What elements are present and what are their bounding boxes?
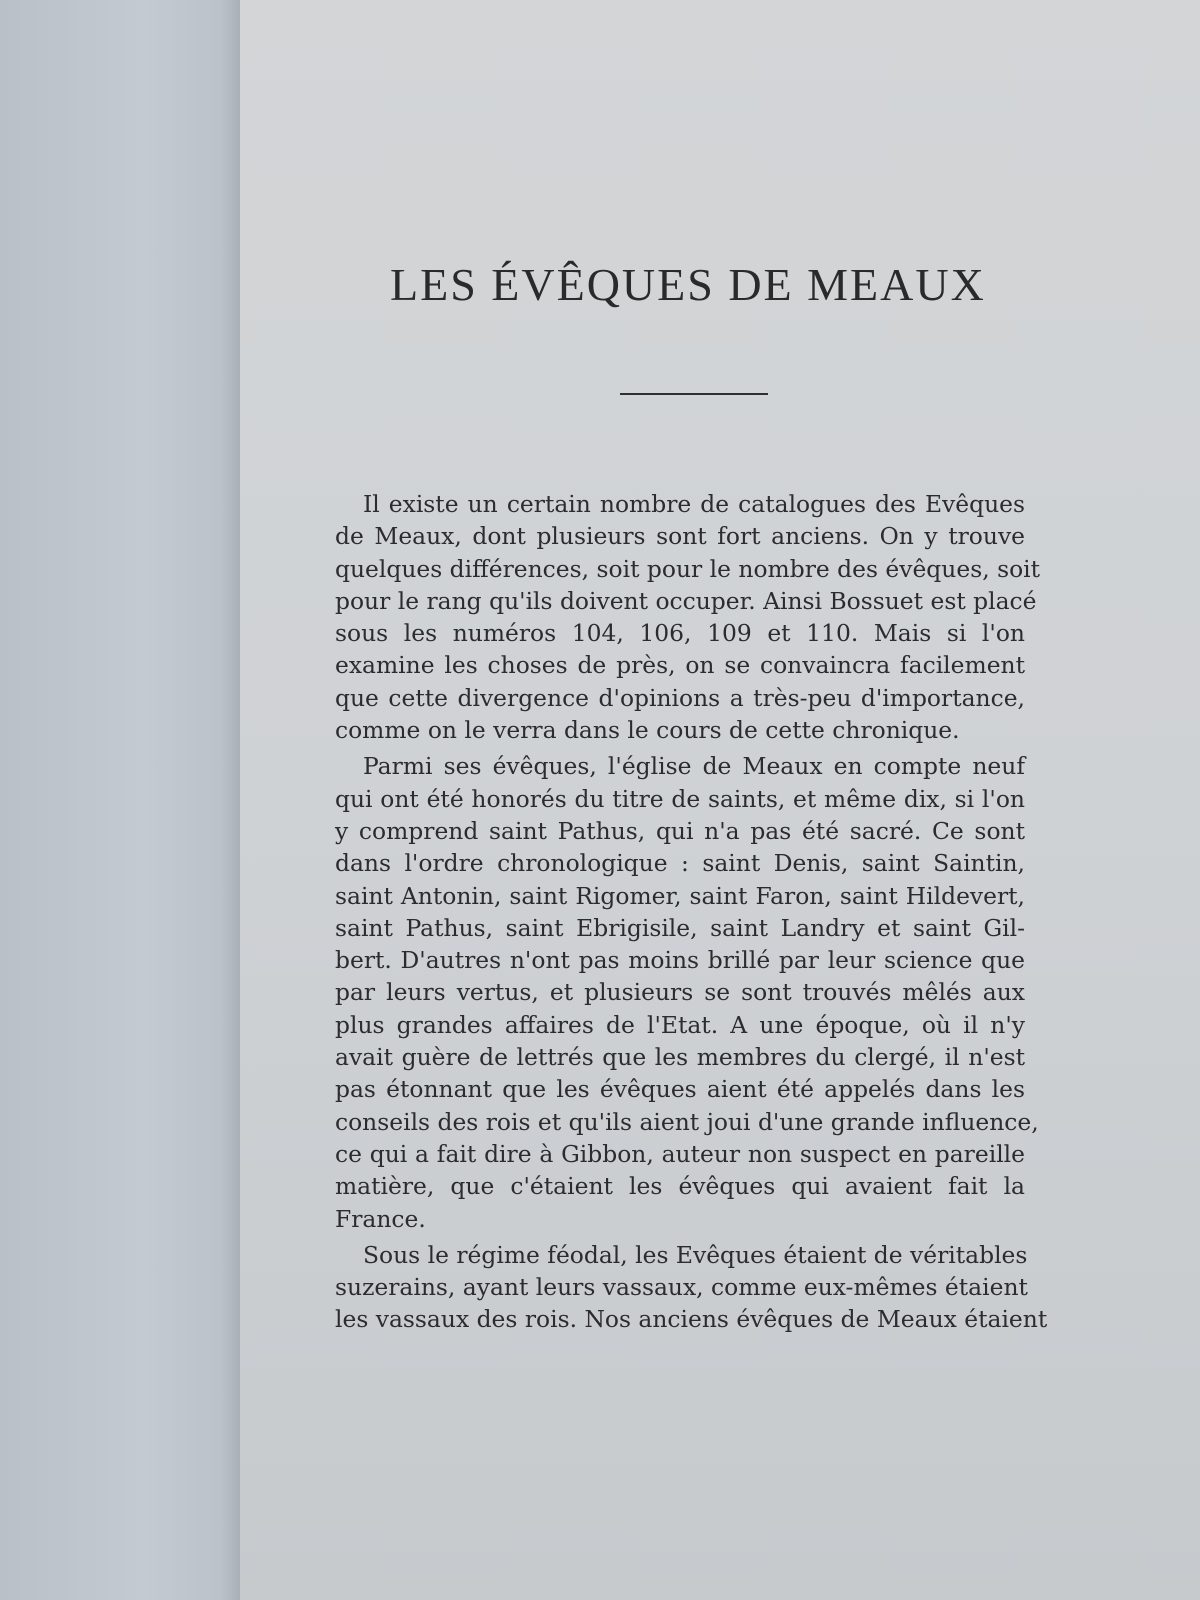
text-line: examine les choses de près, on se convaincra facilement (335, 651, 1025, 680)
text-line: France. (335, 1204, 426, 1233)
text-line: sous les numéros 104, 106, 109 et 110. Mais si l'on (335, 619, 1025, 648)
text-line: Sous le régime féodal, les Evêques étaient de véritables (363, 1240, 1028, 1269)
paragraph (335, 488, 1041, 746)
paragraph (335, 1239, 1048, 1336)
text-line: saint Pathus, saint Ebrigisile, saint Landry et saint Gil- (335, 913, 1025, 942)
text-line: pas étonnant que les évêques aient été appelés dans les (335, 1075, 1025, 1104)
text-line: suzerains, ayant leurs vassaux, comme eux-mêmes étaient (335, 1273, 1028, 1302)
text-line: par leurs vertus, et plusieurs se sont trouvés mêlés aux (335, 978, 1025, 1007)
text-line: ce qui a fait dire à Gibbon, auteur non suspect en pareille (335, 1139, 1025, 1168)
text-line: avait guère de lettrés que les membres du clergé, il n'est (335, 1043, 1025, 1072)
text-line: Il existe un certain nombre de catalogues des Evêques (363, 490, 1025, 518)
paragraph (335, 750, 1039, 1234)
text-line: saint Antonin, saint Rigomer, saint Faron, saint Hildevert, (335, 881, 1025, 910)
text-line: conseils des rois et qu'ils aient joui d'une grande influence, (335, 1107, 1039, 1136)
text-line: de Meaux, dont plusieurs sont fort anciens. On y trouve (335, 522, 1025, 551)
title-rule (620, 393, 768, 395)
text-line: matière, que c'étaient les évêques qui avaient fait la (335, 1172, 1025, 1201)
text-line: comme on le verra dans le cours de cette chronique. (335, 716, 960, 745)
text-line: bert. D'autres n'ont pas moins brillé par leur science que (335, 946, 1025, 975)
text-line: les vassaux des rois. Nos anciens évêques de Meaux étaient (335, 1305, 1048, 1334)
text-line: que cette divergence d'opinions a très-peu d'importance, (335, 683, 1025, 712)
body-text (335, 488, 1048, 1340)
book-page (240, 0, 1200, 1600)
page-title: LES ÉVÊQUES DE MEAUX (390, 259, 986, 310)
text-line: dans l'ordre chronologique : saint Denis, saint Saintin, (335, 849, 1025, 878)
book-gutter (0, 0, 240, 1600)
text-line: pour le rang qu'ils doivent occuper. Ainsi Bossuet est placé (335, 586, 1037, 615)
text-line: quelques différences, soit pour le nombre des évêques, soit (335, 554, 1041, 583)
text-line: y comprend saint Pathus, qui n'a pas été sacré. Ce sont (335, 816, 1025, 845)
text-line: qui ont été honorés du titre de saints, et même dix, si l'on (335, 784, 1025, 813)
text-line: Parmi ses évêques, l'église de Meaux en compte neuf (363, 752, 1025, 781)
text-line: plus grandes affaires de l'Etat. A une époque, où il n'y (335, 1010, 1025, 1039)
